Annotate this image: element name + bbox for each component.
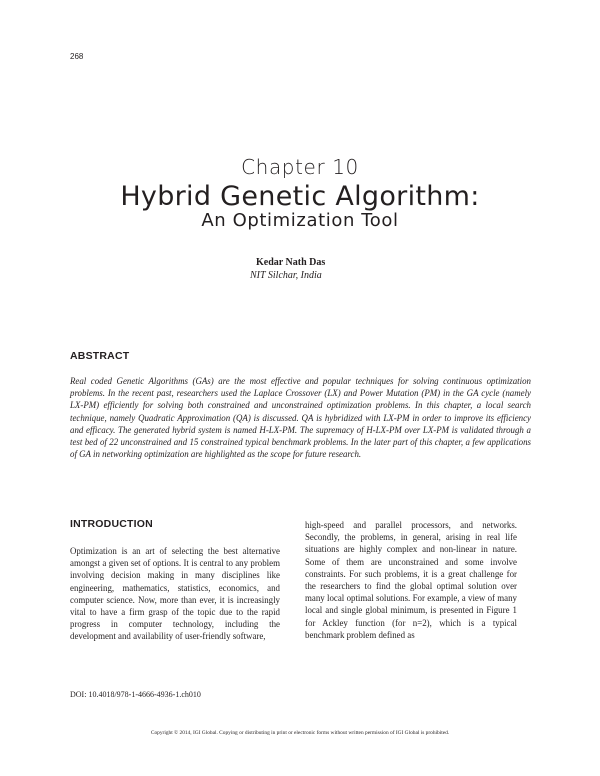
copyright-notice: Copyright © 2014, IGI Global. Copying or distributing in print or electronic forms without written permission of IGI Global is prohibited. [150, 730, 450, 736]
abstract-heading: ABSTRACT [70, 350, 130, 362]
chapter-label: Chapter 10 [241, 155, 359, 179]
author-affiliation: NIT Silchar, India [250, 270, 322, 281]
chapter-title: Hybrid Genetic Algorithm: [120, 181, 480, 212]
chapter-subtitle: An Optimization Tool [201, 210, 399, 231]
introduction-left-column: Optimization is an art of selecting the best alternative amongst a given set of options. It is central to any problem involving decision making in many disciplines like engineering, mathematics, statistics, economics, and computer science. Now, more than ever, it is increasingly vital to have a firm grasp of the topic due to the rapid progress in computer technology, including the development and availability of user-friendly software, [70, 546, 280, 642]
introduction-heading: INTRODUCTION [70, 518, 153, 530]
doi: DOI: 10.4018/978-1-4666-4936-1.ch010 [70, 690, 201, 699]
introduction-right-column: high-speed and parallel processors, and networks. Secondly, the problems, in general, arising in real life situations are highly complex and non-linear in nature. Some of them are unconstrained and some involve constraints. For such problems, it is a great challenge for the researchers to find the global optimal solution over many local optimal solutions. For example, a view of many local and single global minimum, is presented in Figure 1 for Ackley function (for n=2), which is a typical benchmark problem defined as [305, 520, 517, 640]
author-name: Kedar Nath Das [256, 257, 326, 268]
abstract-body: Real coded Genetic Algorithms (GAs) are the most effective and popular techniques for solving continuous optimization problems. In the recent past, researchers used the Laplace Crossover (LX) and Power Mutation (PM) in the GA cycle (namely LX-PM) efficiently for solving both constrained and unconstrained optimization problems. In this chapter, a local search technique, namely Quadratic Approximation (QA) is discussed. QA is hybridized with LX-PM in order to improve its efficiency and efficacy. The generated hybrid system is named H-LX-PM. The supremacy of H-LX-PM over LX-PM is validated through a test bed of 22 unconstrained and 15 constrained typical benchmark problems. In the later part of this chapter, a few applications of GA in networking optimization are highlighted as the scope for future research. [70, 376, 531, 460]
page-number: 268 [70, 52, 84, 61]
